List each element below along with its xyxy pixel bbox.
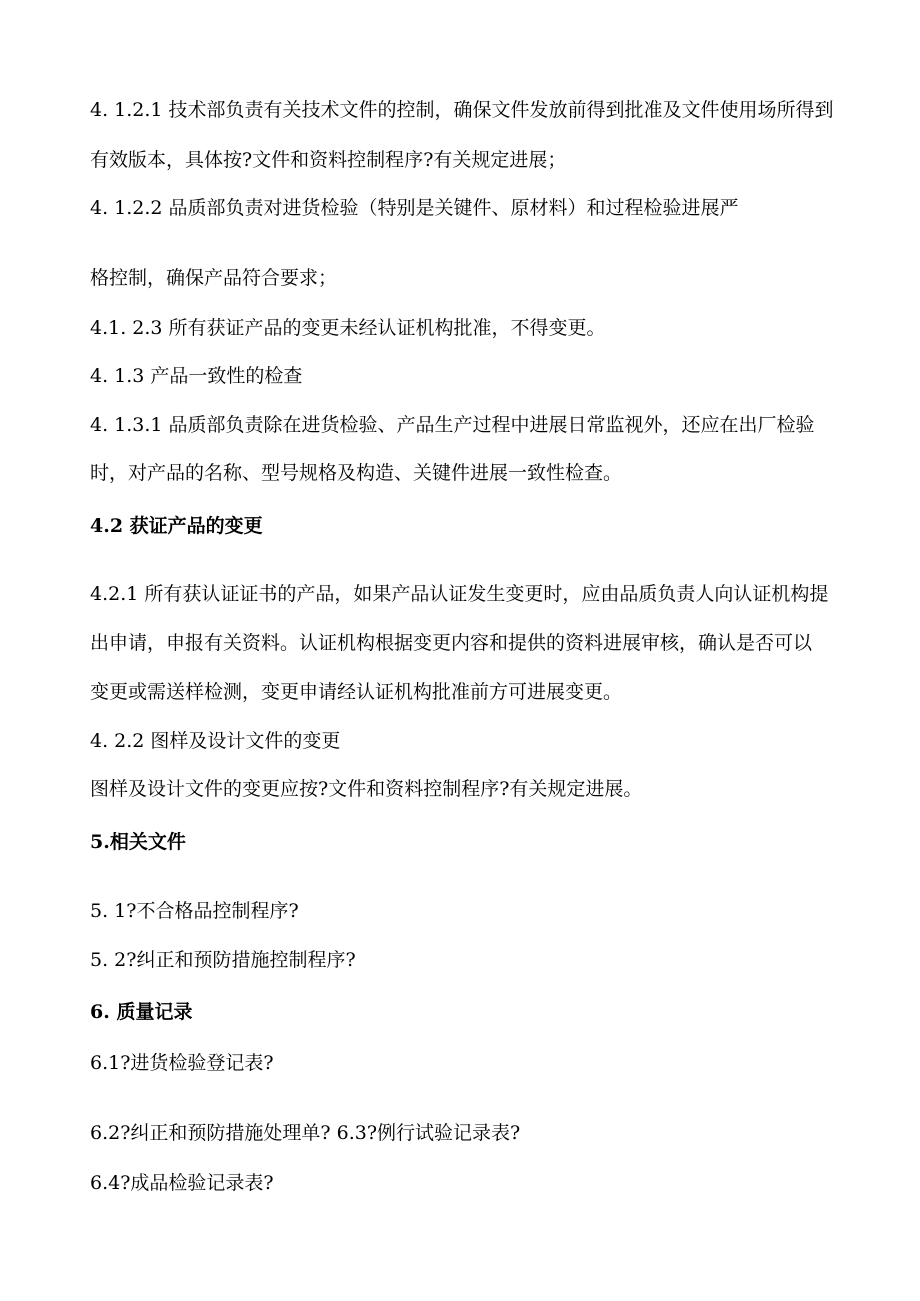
paragraph-4-2-2: 图样及设计文件的变更应按?文件和资料控制程序?有关规定进展。 [90,778,643,800]
record-6-2-6-3: 6.2?纠正和预防措施处理单? 6.3?例行试验记录表? [90,1122,521,1144]
paragraph-4-1-2-2-line-2: 格控制，确保产品符合要求； [90,267,338,289]
section-heading-4-2: 4.2 获证产品的变更 [90,515,263,537]
section-heading-5: 5.相关文件 [90,831,186,853]
record-6-1: 6.1?进货检验登记表? [90,1052,274,1074]
related-doc-5-2: 5. 2?纠正和预防措施控制程序? [90,949,356,971]
paragraph-4-1-2-3: 4.1. 2.3 所有获证产品的变更未经认证机构批准，不得变更。 [90,317,606,339]
paragraph-4-2-1-line-2: 出申请，申报有关资料。认证机构根据变更内容和提供的资料进展审核，确认是否可以 [90,632,813,654]
heading-4-2-2: 4. 2.2 图样及设计文件的变更 [90,730,341,752]
paragraph-4-1-2-1-line-2: 有效版本，具体按?文件和资料控制程序?有关规定进展； [90,149,567,171]
paragraph-4-1-2-1-line-1: 4. 1.2.1 技术部负责有关技术文件的控制，确保文件发放前得到批准及文件使用场所得到 [90,99,834,121]
record-6-4: 6.4?成品检验记录表? [90,1172,274,1194]
heading-4-1-3: 4. 1.3 产品一致性的检查 [90,365,303,387]
related-doc-5-1: 5. 1?不合格品控制程序? [90,900,299,922]
paragraph-4-1-2-2-line-1: 4. 1.2.2 品质部负责对进货检验（特别是关键件、原材料）和过程检验进展严 [90,197,739,219]
paragraph-4-1-3-1-line-2: 时，对产品的名称、型号规格及构造、关键件进展一致性检查。 [90,462,623,484]
paragraph-4-2-1-line-1: 4.2.1 所有获认证证书的产品，如果产品认证发生变更时，应由品质负责人向认证机构提 [90,583,829,605]
paragraph-4-1-3-1-line-1: 4. 1.3.1 品质部负责除在进货检验、产品生产过程中进展日常监视外，还应在出厂检验 [90,414,815,436]
paragraph-4-2-1-line-3: 变更或需送样检测，变更申请经认证机构批准前方可进展变更。 [90,681,623,703]
section-heading-6: 6. 质量记录 [90,1001,193,1023]
